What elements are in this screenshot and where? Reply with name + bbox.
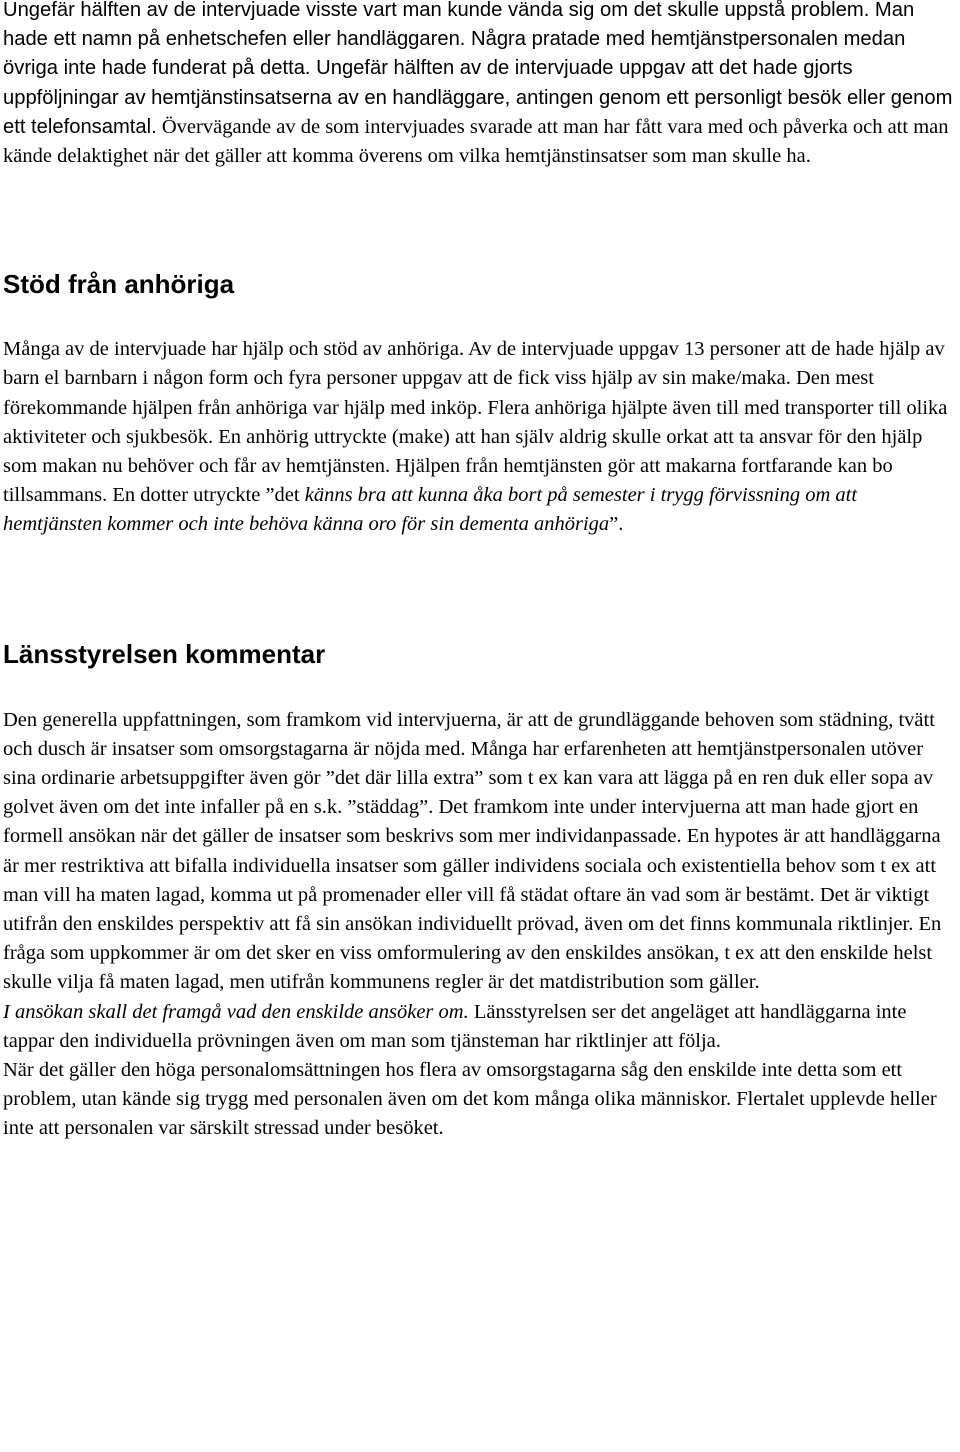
support-paragraph: [3, 335, 958, 539]
intro-paragraph: [3, 0, 958, 171]
comment-text-continued: Länsstyrelsen ser det angeläget att handläggarna inte tappar den individuella prövningen även om man som tjänsteman har riktlinjer att följa.: [3, 1000, 907, 1052]
section-heading-support: Stöd från anhöriga: [3, 269, 235, 300]
intro-text-serif: Övervägande av de som intervjuades svarade att man har fått vara med och påverka och att man kände delaktighet när det gäller att komma överens om vilka hemtjänstinsatser som man skulle ha.: [3, 115, 949, 168]
support-quote: känns bra att kunna åka bort på semester i trygg förvissning om att hemtjänsten kommer och inte behöva känna oro för sin dementa anhöriga: [3, 484, 858, 536]
comment-text-final: När det gäller den höga personalomsättningen hos flera av omsorgstagarna såg den enskilde inte detta som ett problem, utan kände sig trygg med personalen även om det kom många olika människor. Flertalet upplevde heller inte att personalen var särskilt stressad under besöket.: [3, 1059, 937, 1140]
comment-paragraph: [3, 706, 958, 1144]
comment-text: Den generella uppfattningen, som framkom vid intervjuerna, är att de grundläggande behoven som städning, tvätt och dusch är insatser som omsorgstagarna är nöjda med. Många har erfarenheten att hemtjänstpersonalen utöver sina ordinarie arbetsuppgifter även gör ”det där lilla extra” som t ex kan vara att lägga på en ren duk eller sopa av golvet även om det inte infaller på en s.k. ”städdag”. Det framkom inte under intervjuerna att man hade gjort en formell ansökan när det gäller de insatser som beskrivs som mer individanpassade. En hypotes är att handläggarna är mer restriktiva att bifalla individuella insatser som gäller individens sociala och existentiella behov som t ex att man vill ha maten lagad, komma ut på promenader eller vill få städat oftare än vad som är bestämt. Det är viktigt utifrån den enskildes perspektiv att få sin ansökan individuellt prövad, även om det finns kommunala riktlinjer. En fråga som uppkommer är om det sker en viss omformulering av den enskildes ansökan, t ex att den enskilde helst skulle vilja få maten lagad, men utifrån kommunens regler är det matdistribution som gäller.: [3, 708, 942, 994]
document-body: [3, 0, 958, 1144]
intro-text-sans: Ungefär hälften av de intervjuade visste vart man kunde vända sig om det skulle uppstå problem. Man hade ett namn på enhetschefen eller handläggaren. Några pratade med hemtjänstpersonalen medan övriga inte hade funderat på detta. Ungefär hälften av de intervjuade uppgav att det hade gjorts uppföljningar av hemtjänstinsatserna av en handläggare, antingen genom ett personligt besök eller genom ett telefonsamtal.: [3, 0, 953, 138]
section-heading-comment: Länsstyrelsen kommentar: [3, 638, 326, 669]
comment-italic-line: I ansökan skall det framgå vad den enskilde ansöker om.: [3, 1000, 469, 1023]
support-text: Många av de intervjuade har hjälp och stöd av anhöriga. Av de intervjuade uppgav 13 personer att de hade hjälp av barn el barnbarn i någon form och fyra personer uppgav att de fick viss hjälp av sin make/maka. Den mest förekommande hjälpen från anhöriga var hjälp med inköp. Flera anhöriga hjälpte även till med transporter till olika aktiviteter och sjukbesök. En anhörig uttryckte (make) att han själv aldrig skulle orkat att ta ansvar för den hjälp som makan nu behöver och får av hemtjänsten. Hjälpen från hemtjänsten gör att makarna fortfarande kan bo tillsammans. En dotter utryckte ”det: [3, 338, 948, 507]
support-text-end: ”.: [609, 513, 624, 536]
